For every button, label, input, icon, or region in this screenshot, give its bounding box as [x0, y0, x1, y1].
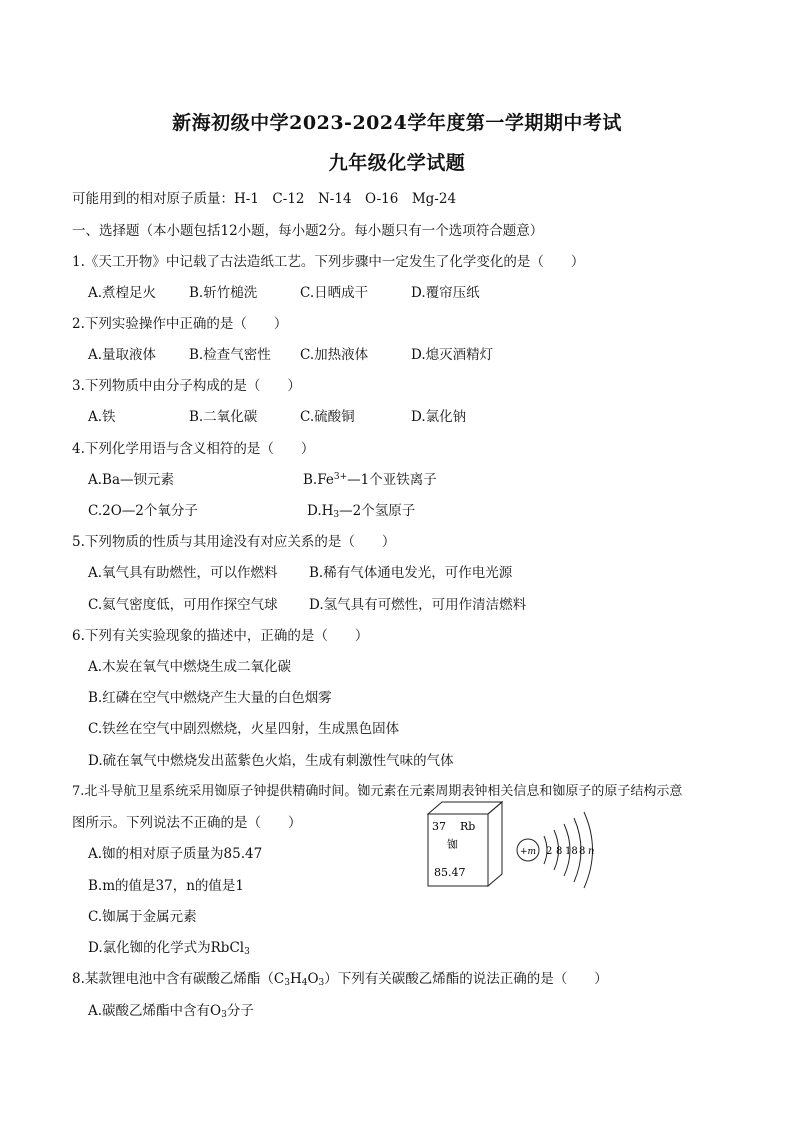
q4-option-d [307, 499, 415, 520]
cell-side-face [488, 802, 502, 886]
question-1-stem: 1.《天工开物》中记载了古法造纸工艺。下列步骤中一定发生了化学变化的是（ ） [72, 254, 585, 270]
cell-top-face [428, 802, 502, 814]
q7-option-c: C.铷属于金属元素 [88, 909, 197, 925]
question-5-stem: 5.下列物质的性质与其用途没有对应关系的是（ ） [72, 534, 396, 550]
q4-b-post: —1个亚铁离子 [347, 472, 437, 488]
q8-a-pre: A.碳酸乙烯酯中含有O [88, 1003, 222, 1019]
question-8-stem [72, 967, 608, 988]
q4-option-c: C.2O—2个氧分子 [88, 503, 198, 519]
q1-option-b: B.斩竹槌洗 [189, 285, 258, 301]
element-symbol: Rb [460, 820, 476, 833]
q4-option-a: A.Ba—钡元素 [88, 472, 175, 488]
question-6-stem: 6.下列有关实验现象的描述中，正确的是（ ） [72, 628, 369, 644]
shell-electrons-1: 2 [546, 846, 553, 857]
question-3-stem: 3.下列物质中由分子构成的是（ ） [72, 378, 301, 394]
q8-formula-h: H [289, 971, 302, 987]
q5-option-c: C.氦气密度低，可用作探空气球 [88, 597, 278, 613]
question-2-stem: 2.下列实验操作中正确的是（ ） [72, 316, 288, 332]
q8-formula-o: O [307, 971, 319, 987]
shell-electrons-4: 8 [579, 846, 586, 857]
shell-electrons-3: 18 [565, 846, 578, 857]
q8-formula-o-count: 3 [318, 978, 325, 988]
atomic-number: 37 [432, 820, 446, 833]
q2-option-b: B.检查气密性 [189, 347, 271, 363]
q4-d-subscript: 3 [333, 510, 340, 520]
q3-option-c: C.硫酸铜 [300, 409, 355, 425]
q2-option-a: A.量取液体 [88, 347, 157, 363]
exam-subtitle: 九年级化学试题 [328, 152, 466, 174]
q5-option-b: B.稀有气体通电发光，可作电光源 [309, 565, 513, 581]
question-7-stem-line1: 7.北斗导航卫星系统采用铷原子钟提供精确时间。铷元素在元素周期表钟相关信息和铷原子的原子结构示意 [72, 784, 683, 799]
q8-stem-pre: 8.某款锂电池中含有碳酸乙烯酯（C [72, 971, 285, 987]
nucleus-charge: +m [520, 847, 537, 857]
q3-option-b: B.二氧化碳 [189, 409, 258, 425]
question-4-stem: 4.下列化学用语与含义相符的是（ ） [72, 441, 315, 457]
q4-b-charge: 3+ [333, 472, 348, 482]
q7-d-subscript: 3 [244, 947, 250, 957]
q8-stem-post: ）下列有关碳酸乙烯酯的说法正确的是（ ） [324, 971, 608, 987]
q7-option-b: B.m的值是37，n的值是1 [88, 878, 244, 894]
atomic-structure-diagram [517, 812, 594, 888]
q6-option-d: D.硫在氧气中燃烧发出蓝紫色火焰，生成有刺激性气味的气体 [88, 753, 454, 769]
q8-formula-h-count: 4 [301, 978, 308, 988]
section-heading: 一、选择题（本小题包括12小题，每小题2分。每小题只有一个选项符合题意） [72, 223, 544, 239]
q6-option-c: C.铁丝在空气中剧烈燃烧，火星四射，生成黑色固体 [88, 721, 400, 737]
q3-option-d: D.氯化钠 [411, 409, 467, 425]
q7-option-d [88, 936, 250, 957]
shell-electrons-5: n [588, 846, 595, 857]
periodic-cell [428, 802, 502, 886]
q4-option-b [303, 468, 437, 488]
rubidium-figure [420, 796, 610, 896]
q8-option-a [88, 999, 254, 1020]
q1-option-c: C.日晒成干 [300, 285, 369, 301]
q8-a-subscript: 3 [221, 1010, 227, 1020]
q4-b-pre: B.Fe [303, 472, 334, 488]
question-7-stem-line2: 图所示。下列说法不正确的是（ ） [72, 815, 302, 831]
q7-d-pre: D.氯化铷的化学式为RbCl [88, 940, 245, 956]
q6-option-b: B.红磷在空气中燃烧产生大量的白色烟雾 [88, 690, 332, 706]
element-name: 铷 [447, 838, 458, 851]
q5-option-a: A.氧气具有助燃性，可以作燃料 [88, 565, 278, 581]
q4-d-post: —2个氢原子 [339, 503, 416, 519]
atomic-mass-note: 可能用到的相对原子质量：H-1 C-12 N-14 O-16 Mg-24 [72, 191, 457, 207]
q7-option-a: A.铷的相对原子质量为85.47 [88, 846, 263, 862]
q2-option-c: C.加热液体 [300, 347, 369, 363]
q2-option-d: D.熄灭酒精灯 [411, 347, 494, 363]
q3-option-a: A.铁 [88, 409, 116, 425]
q4-d-pre: D.H [307, 503, 334, 519]
q8-a-post: 分子 [226, 1003, 254, 1019]
q1-option-d: D.覆帘压纸 [411, 285, 480, 301]
q5-option-d: D.氢气具有可燃性，可用作清洁燃料 [309, 597, 527, 613]
atomic-mass: 85.47 [434, 866, 466, 879]
q8-formula-c: 3 [284, 978, 290, 988]
q6-option-a: A.木炭在氧气中燃烧生成二氧化碳 [88, 659, 292, 675]
shell-electrons-2: 8 [556, 846, 563, 857]
exam-title: 新海初级中学2023-2024学年度第一学期期中考试 [172, 112, 622, 134]
q1-option-a: A.煮楻足火 [88, 285, 157, 301]
